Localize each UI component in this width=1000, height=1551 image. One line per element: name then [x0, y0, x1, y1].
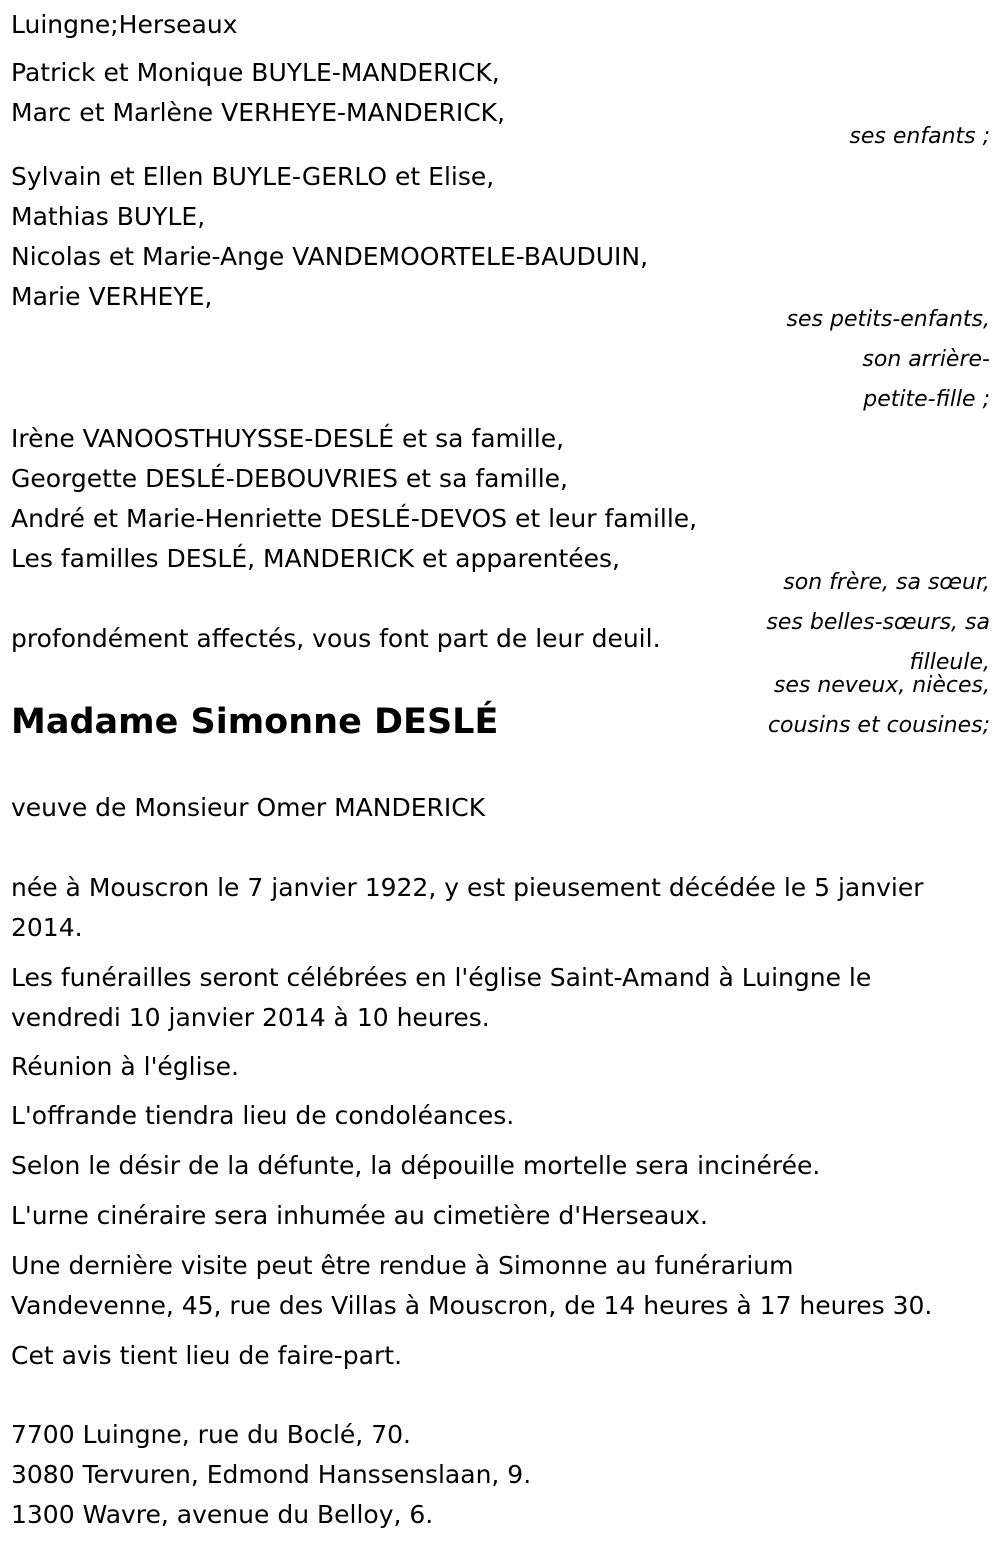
- visit-line: Vandevenne, 45, rue des Villas à Mouscron, de 14 heures à 17 heures 30.: [11, 1291, 933, 1320]
- children-line: Marc et Marlène VERHEYE-MANDERICK,: [11, 98, 506, 127]
- grandchildren-line: Mathias BUYLE,: [11, 202, 206, 231]
- deceased-name: Madame Simonne DESLÉ: [11, 702, 499, 742]
- siblings-line: Irène VANOOSTHUYSSE-DESLÉ et sa famille,: [11, 424, 565, 453]
- address-line: 1300 Wavre, avenue du Belloy, 6.: [11, 1500, 434, 1529]
- ceremony-line: Les funérailles seront célébrées en l'église Saint-Amand à Luingne le: [11, 963, 872, 992]
- siblings-relation-line: cousins et cousines;: [767, 713, 990, 738]
- grandchildren-relation-line: ses petits-enfants,: [786, 307, 990, 332]
- grandchildren-line: Marie VERHEYE,: [11, 282, 213, 311]
- grandchildren-line: Nicolas et Marie-Ange VANDEMOORTELE-BAUDUIN,: [11, 242, 649, 271]
- offering-text: L'offrande tiendra lieu de condoléances.: [11, 1101, 515, 1130]
- dates-line: 2014.: [11, 913, 83, 942]
- children-relation: ses enfants ;: [849, 124, 990, 149]
- siblings-relation-line: son frère, sa sœur,: [783, 570, 990, 595]
- cremation-text: Selon le désir de la défunte, la dépouille mortelle sera incinérée.: [11, 1151, 821, 1180]
- location-heading: Luingne;Herseaux: [11, 10, 238, 39]
- grandchildren-relation-line: son arrière-: [862, 347, 990, 372]
- siblings-line: Les familles DESLÉ, MANDERICK et apparentées,: [11, 544, 620, 573]
- address-line: 3080 Tervuren, Edmond Hanssenslaan, 9.: [11, 1460, 532, 1489]
- siblings-relation-line: ses belles-sœurs, sa: [766, 610, 990, 635]
- urn-text: L'urne cinéraire sera inhumée au cimetière d'Herseaux.: [11, 1201, 708, 1230]
- ceremony-line: vendredi 10 janvier 2014 à 10 heures.: [11, 1003, 490, 1032]
- spouse-text: veuve de Monsieur Omer MANDERICK: [11, 793, 486, 822]
- visit-line: Une dernière visite peut être rendue à Simonne au funérarium: [11, 1251, 794, 1280]
- dates-line: née à Mouscron le 7 janvier 1922, y est pieusement décédée le 5 janvier: [11, 873, 924, 902]
- children-line: Patrick et Monique BUYLE-MANDERICK,: [11, 58, 500, 87]
- siblings-relation-line: ses neveux, nièces,: [773, 673, 990, 698]
- address-line: 7700 Luingne, rue du Boclé, 70.: [11, 1420, 411, 1449]
- notice-text: Cet avis tient lieu de faire-part.: [11, 1341, 403, 1370]
- siblings-line: André et Marie-Henriette DESLÉ-DEVOS et leur famille,: [11, 504, 698, 533]
- grandchildren-line: Sylvain et Ellen BUYLE-GERLO et Elise,: [11, 162, 495, 191]
- meeting-text: Réunion à l'église.: [11, 1052, 239, 1081]
- siblings-line: Georgette DESLÉ-DEBOUVRIES et sa famille,: [11, 464, 568, 493]
- siblings-relation-line: filleule,: [909, 650, 990, 675]
- announcement-text: profondément affectés, vous font part de leur deuil.: [11, 624, 661, 653]
- grandchildren-relation-line: petite-fille ;: [863, 387, 990, 412]
